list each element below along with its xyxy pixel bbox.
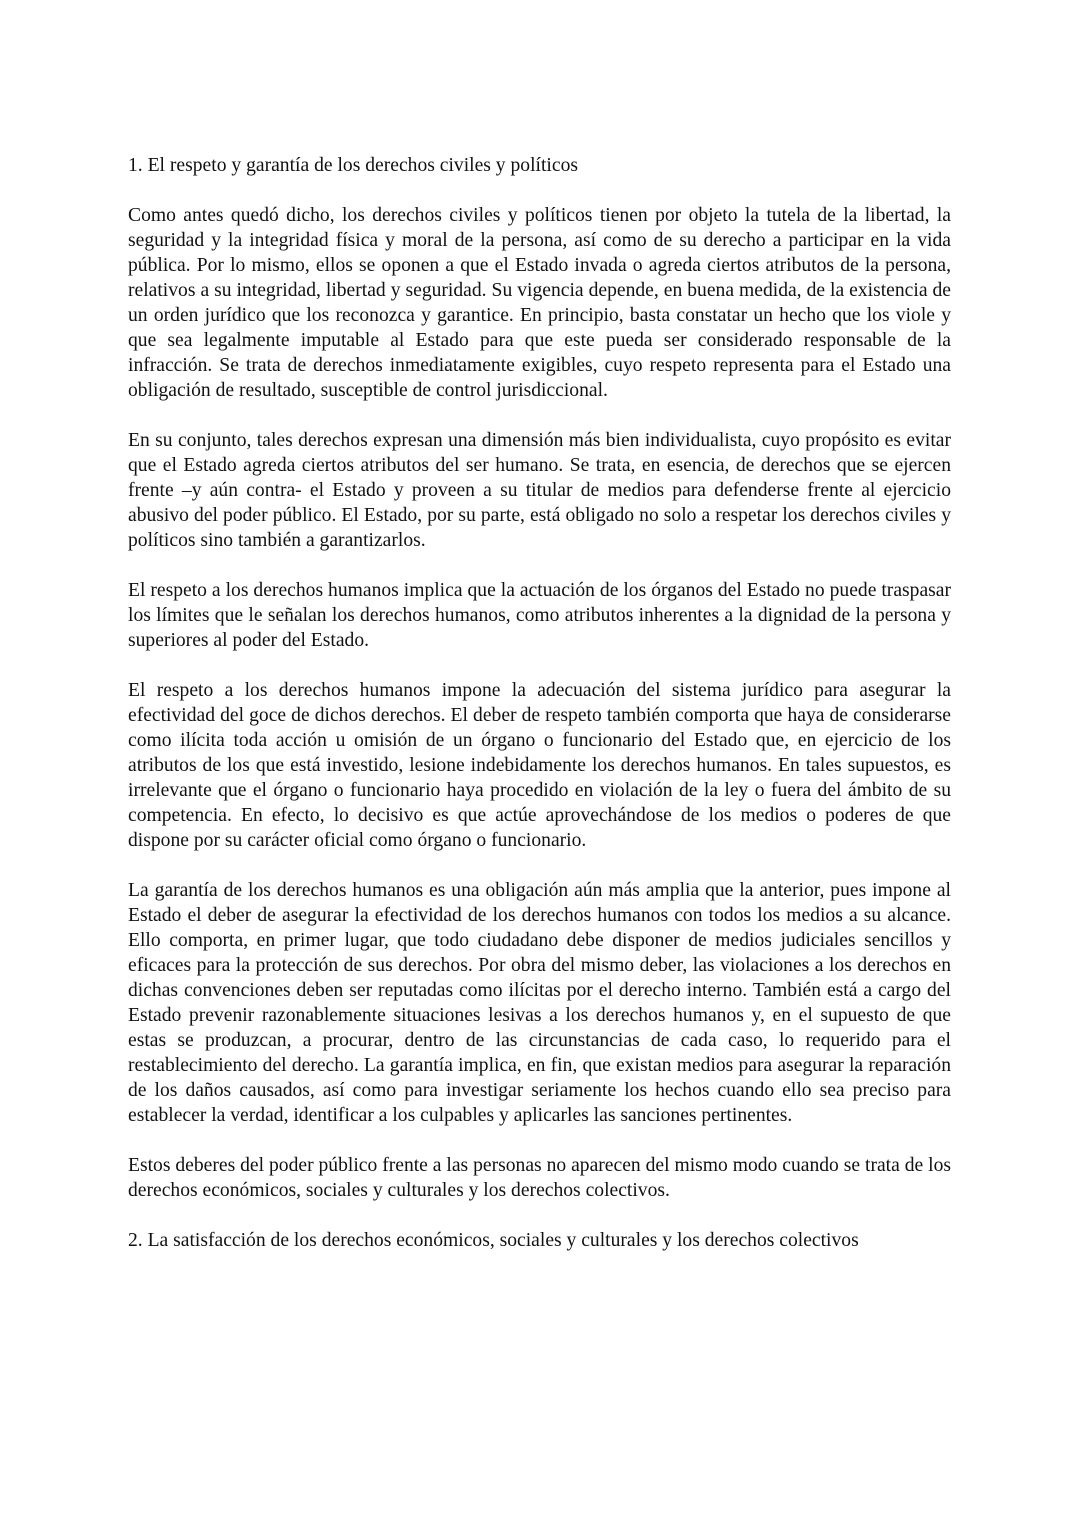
section-heading-1: 1. El respeto y garantía de los derechos civiles y políticos [128,155,578,176]
paragraph-respect-limits: El respeto a los derechos humanos implica que la actuación de los órganos del Estado no puede traspasar los límites que le señalan los derechos humanos, como atributos inherentes a la dignidad de la persona y superiores al poder del Estado. [128,580,951,651]
paragraph-respect-legal-system: El respeto a los derechos humanos impone la adecuación del sistema jurídico para asegurar la efectividad del goce de dichos derechos. El deber de respeto también comporta que haya de considerarse como ilícita toda acción u omisión de un órgano o funcionario del Estado que, en ejercicio de los atributos de los que está investido, lesione indebidamente los derechos humanos. En tales supuestos, es irrelevante que el órgano o funcionario haya procedido en violación de la ley o fuera del ámbito de su competencia. En efecto, lo decisivo es que actúe aprovechándose de los medios o poderes de que dispone por su carácter oficial como órgano o funcionario. [128,680,951,851]
paragraph-individualist-dimension: En su conjunto, tales derechos expresan una dimensión más bien individualista, cuyo propósito es evitar que el Estado agreda ciertos atributos del ser humano. Se trata, en esencia, de derechos que se ejercen frente –y aún contra- el Estado y proveen a su titular de medios para defenderse frente al ejercicio abusivo del poder público. El Estado, por su parte, está obligado no solo a respetar los derechos civiles y políticos sino también a garantizarlos. [128,430,951,551]
document-page [128,153,951,1253]
paragraph-guarantee-obligation: La garantía de los derechos humanos es una obligación aún más amplia que la anterior, pues impone al Estado el deber de asegurar la efectividad de los derechos humanos con todos los medios a su alcance. Ello comporta, en primer lugar, que todo ciudadano debe disponer de medios judiciales sencillos y eficaces para la protección de sus derechos. Por obra del mismo deber, las violaciones a los derechos en dichas convenciones deben ser reputadas como ilícitas por el derecho interno. También está a cargo del Estado prevenir razonablemente situaciones lesivas a los derechos humanos y, en el supuesto de que estas se produzcan, a procurar, dentro de las circunstancias de cada caso, lo requerido para el restablecimiento del derecho. La garantía implica, en fin, que existan medios para asegurar la reparación de los daños causados, así como para investigar seriamente los hechos cuando ello sea preciso para establecer la verdad, identificar a los culpables y aplicarles las sanciones pertinentes. [128,880,951,1126]
paragraph-civil-political-rights: Como antes quedó dicho, los derechos civiles y políticos tienen por objeto la tutela de la libertad, la seguridad y la integridad física y moral de la persona, así como de su derecho a participar en la vida pública. Por lo mismo, ellos se oponen a que el Estado invada o agreda ciertos atributos de la persona, relativos a su integridad, libertad y seguridad. Su vigencia depende, en buena medida, de la existencia de un orden jurídico que los reconozca y garantice. En principio, basta constatar un hecho que los viole y que sea legalmente imputable al Estado para que este pueda ser considerado responsable de la infracción. Se trata de derechos inmediatamente exigibles, cuyo respeto representa para el Estado una obligación de resultado, susceptible de control jurisdiccional. [128,205,951,401]
section-heading-2: 2. La satisfacción de los derechos económicos, sociales y culturales y los derechos colectivos [128,1230,859,1251]
paragraph-public-power-duties: Estos deberes del poder público frente a las personas no aparecen del mismo modo cuando se trata de los derechos económicos, sociales y culturales y los derechos colectivos. [128,1155,951,1201]
